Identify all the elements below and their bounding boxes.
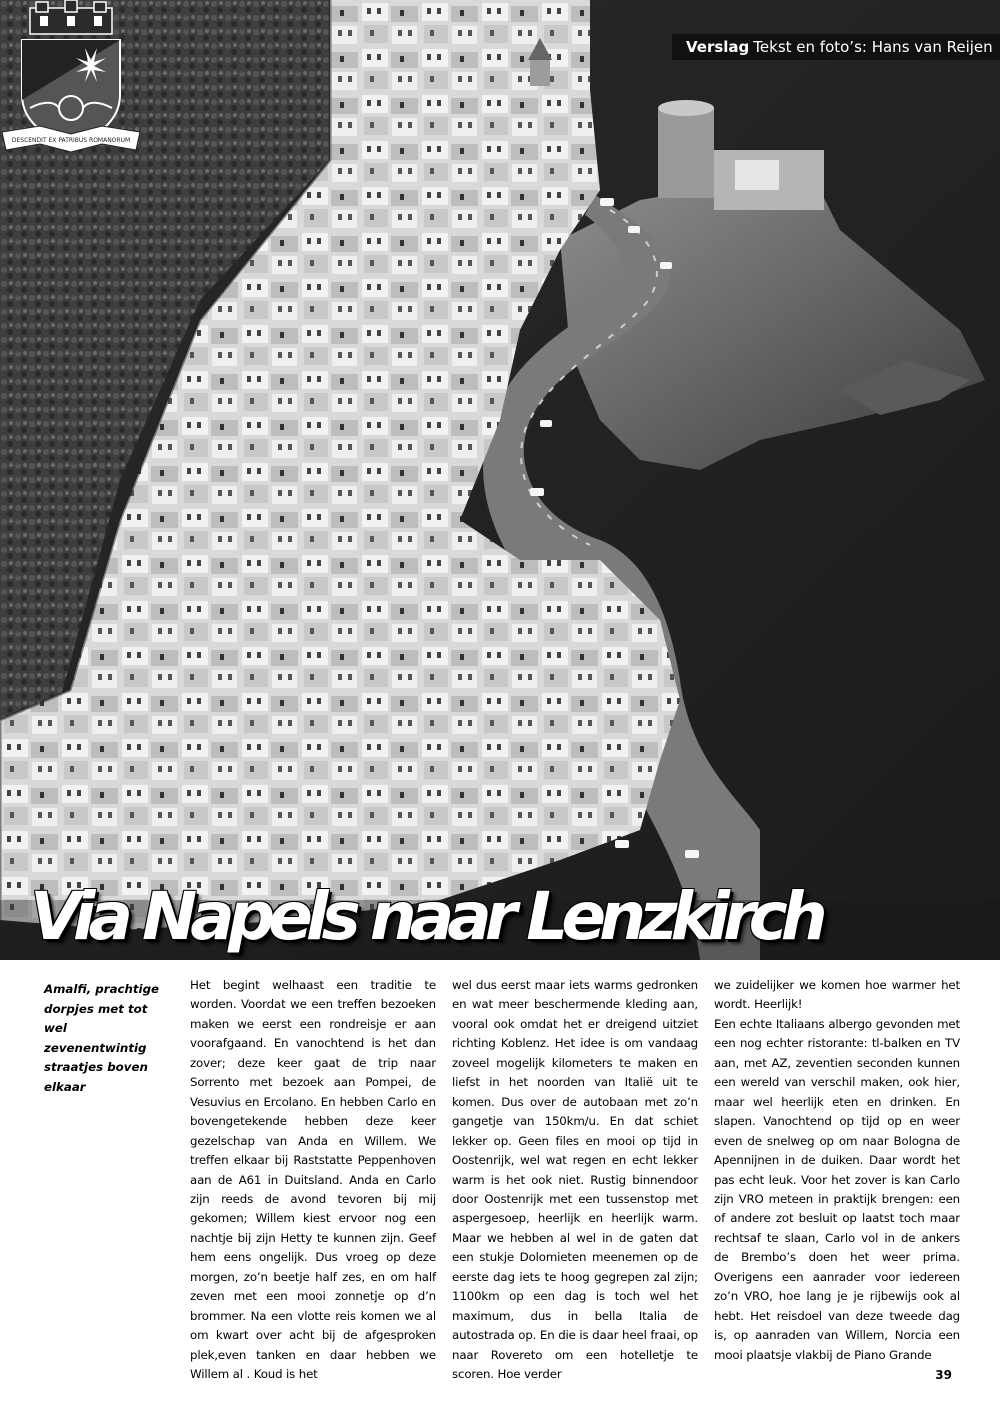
svg-text:DESCENDIT EX PATRIBUS ROMANORU: DESCENDIT EX PATRIBUS ROMANORUM: [11, 137, 131, 144]
article-title: Via Napels naar Lenzkirch: [30, 878, 821, 955]
article-column-2: [452, 976, 698, 1385]
club-crest-icon: [0, 0, 142, 165]
author-credit: Tekst en foto’s: Hans van Reijen: [753, 38, 993, 56]
article-column-1: [190, 976, 436, 1385]
page-number: 39: [935, 1368, 952, 1382]
section-header: [672, 34, 1000, 60]
paragraph: Een echte Italiaans albergo gevonden met een nog echter ristorante: tl-balken en TV aan, met AZ, zeventien seconden kunnen een wereld van verschil maken, ook hier, maar wel heerlijk eten en drinken. En slapen. Vanochtend op tijd op en weer even de snelweg op om naar Bologna de Apennijnen in de duiken. Daar wordt het pas echt leuk. Voor het zover is kan Carlo zijn VRO meteen in praktijk brengen: een of andere zot besluit op laatst toch maar rechtsaf te slaan, Carlo vol in de ankers de Brembo’s doen het weer prima. Overigens een aanrader voor iedereen zo’n VRO, hoe lang je je rijbewijs ook al hebt. Het reisdoel van deze tweede dag is, op aanraden van Willem, Norcia een mooi plaatsje vlakbij de Piano Grande: [714, 1016, 960, 1362]
article-column-3: [714, 976, 960, 1365]
photo-caption: Amalfi, prachtige dorpjes met tot wel zevenentwintig straatjes boven elkaar: [44, 982, 160, 1094]
paragraph: we zuidelijker we komen hoe warmer het wordt. Heerlijk!: [714, 978, 960, 1012]
section-kind: Verslag: [686, 38, 750, 56]
paragraph: Het begint welhaast een traditie te worden. Voordat we een treffen bezoeken maken we eerst een rondreisje er aan voorafgaand. En vanochtend is het dan zover; deze keer gaat de trip naar Sorrento met bezoek aan Pompei, de Vesuvius en Ercolano. En hebben Carlo en bovengetekende hebben deze keer gezelschap van Anda en Willem. We treffen elkaar bij Raststatte Peppenhoven aan de A61 in Duitsland. Anda en Carlo zijn reeds de avond tevoren bij mij gekomen; Willem kiest ervoor nog een nachtje bij zijn Hetty te kunnen zijn. Geef hem eens ongelijk. Dus vroeg op deze morgen, zo’n beetje half zes, en om half zeven met een mooi zonnetje op d’n brommer. Na een vlotte reis komen we al om kwart over acht bij de afgesproken plek,even tanken en daar hebben we Willem al . Koud is het: [190, 978, 436, 1382]
paragraph: wel dus eerst maar iets warms gedronken en wat meer beschermende kleding aan, vooral ook omdat het er dreigend uitziet richting Koblenz. Het idee is om vandaag zoveel mogelijk kilometers te maken en liefst in het noorden van Italië uit te komen. Dus over de autobaan met zo’n gangetje van 150km/u. En dat schiet lekker op. Geen files en mooi op tijd in Oostenrijk, wel wat regen en echt lekker warm is het ook niet. Rustig binnendoor door Oostenrijk met een tussenstop met aspergesoep, heerlijk en heerlijk warm. Maar we hebben al wel in de gaten dat een stukje Dolomieten meenemen op de eerste dag iets te hoog gegrepen zal zijn; 1100km op een dag is toch wel het maximum, dus in bella Italia de autostrada op. En die is daar heel fraai, op naar Rovereto om een hotelletje te scoren. Hoe verder: [452, 978, 698, 1382]
